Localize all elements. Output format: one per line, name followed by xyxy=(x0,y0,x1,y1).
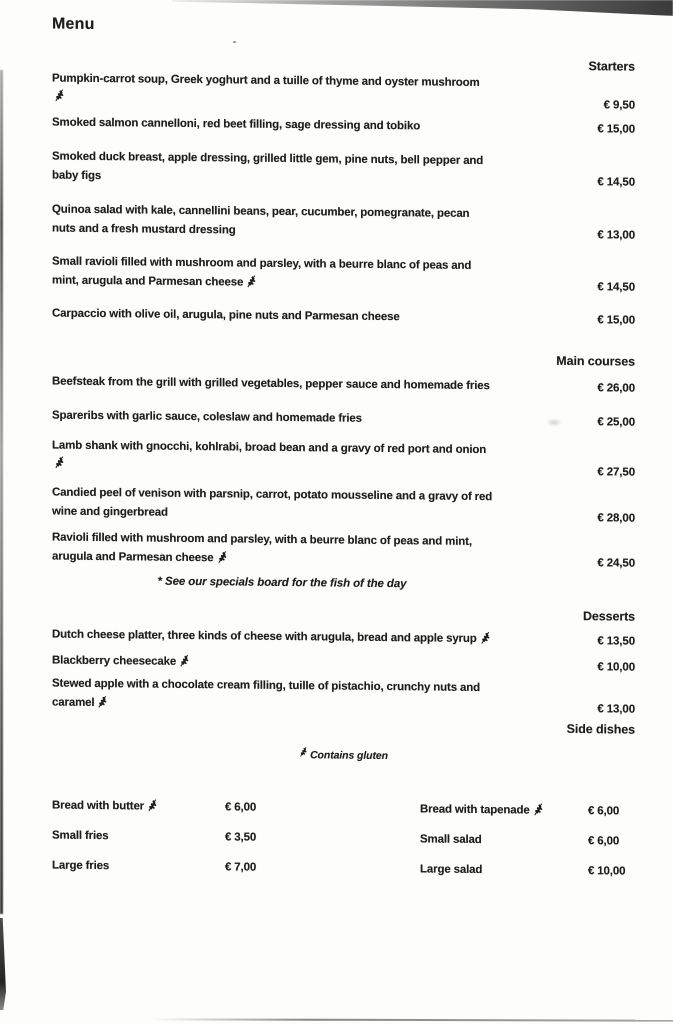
item-price: € 13,00 xyxy=(597,229,635,242)
menu-item xyxy=(52,437,635,482)
side-dish-label: Bread with tapenade xyxy=(420,800,588,821)
item-price: € 14,50 xyxy=(597,176,635,189)
item-price: € 9,50 xyxy=(603,99,635,112)
side-dish-price: € 7,00 xyxy=(225,861,257,874)
item-description xyxy=(52,437,496,481)
item-text: Blackberry cheesecake xyxy=(52,654,177,668)
item-text: Dutch cheese platter, three kinds of cheese with arugula, bread and apple syrup xyxy=(52,628,477,645)
item-price: € 25,00 xyxy=(597,416,635,429)
side-dish-label: Large fries xyxy=(52,859,110,873)
item-description xyxy=(52,529,496,572)
specials-footnote: * See our specials board for the fish of the day xyxy=(157,575,407,591)
wheat-icon xyxy=(480,631,491,644)
menu-item xyxy=(52,70,635,115)
item-price: € 28,00 xyxy=(597,512,635,525)
wheat-icon xyxy=(54,456,65,469)
item-description xyxy=(52,407,496,431)
item-text: Spareribs with garlic sauce, coleslaw and homemade fries xyxy=(52,409,362,425)
side-dishes-table xyxy=(52,797,635,882)
item-description xyxy=(52,201,496,244)
wheat-icon xyxy=(147,799,158,812)
wheat-icon xyxy=(54,89,65,102)
item-text: Beefsteak from the grill with grilled vegetables, pepper sauce and homemade fries xyxy=(52,375,490,393)
section-header-starters: Starters xyxy=(588,59,635,74)
item-description xyxy=(52,626,496,650)
item-text: Pumpkin-carrot soup, Greek yoghurt and a tuille of thyme and oyster mushroom xyxy=(52,72,480,90)
side-dish-price: € 6,00 xyxy=(588,835,620,848)
item-text: Ravioli filled with mushroom and parsley, with a beurre blanc of peas and mint, xyxy=(52,531,472,548)
scan-artifact-bottom-edge xyxy=(150,1018,673,1021)
item-text: Small ravioli filled with mushroom and parsley, with a beurre blanc of peas and xyxy=(52,255,472,272)
item-description xyxy=(52,253,496,296)
item-text: wine and gingerbread xyxy=(52,505,168,519)
side-dish-price: € 6,00 xyxy=(588,805,620,818)
side-dish-label: Small salad xyxy=(420,833,482,847)
item-description xyxy=(52,70,496,114)
menu-item xyxy=(52,529,635,573)
item-text: baby figs xyxy=(52,169,102,183)
section-header-main-courses: Main courses xyxy=(556,353,635,369)
item-description xyxy=(52,652,496,676)
item-text: Candied peel of venison with parsnip, carrot, potato mousseline and a gravy of red xyxy=(52,486,493,504)
section-header-desserts: Desserts xyxy=(582,609,635,624)
item-description xyxy=(52,305,496,329)
side-dish-label: Small fries xyxy=(52,829,109,843)
item-description xyxy=(52,484,496,527)
menu-item xyxy=(52,373,635,398)
side-dish-price: € 10,00 xyxy=(588,865,626,878)
page-title: Menu xyxy=(52,15,95,33)
side-dish-price: € 3,50 xyxy=(225,831,257,844)
item-text: Stewed apple with a chocolate cream filling, tuille of pistachio, crunchy nuts and xyxy=(52,677,480,695)
wheat-icon xyxy=(533,803,544,816)
wheat-icon xyxy=(246,275,257,288)
menu-item xyxy=(52,305,635,330)
item-text: nuts and a fresh mustard dressing xyxy=(52,222,236,237)
item-text: arugula and Parmesan cheese xyxy=(52,550,214,565)
item-price: € 13,50 xyxy=(597,635,635,648)
item-text: Quinoa salad with kale, cannellini beans, pear, cucumber, pomegranate, pecan xyxy=(52,203,470,220)
menu-item xyxy=(52,201,635,245)
item-description xyxy=(52,114,496,138)
menu-item xyxy=(52,253,635,297)
menu-item xyxy=(52,407,635,432)
item-price: € 24,50 xyxy=(597,557,635,570)
wheat-icon xyxy=(97,695,108,708)
item-text: caramel xyxy=(52,696,95,709)
item-description xyxy=(52,373,496,397)
menu-item xyxy=(52,484,635,528)
side-dish-price: € 6,00 xyxy=(225,801,257,814)
item-price: € 15,00 xyxy=(597,123,635,136)
item-description xyxy=(52,675,496,718)
wheat-icon xyxy=(217,550,228,563)
item-text: Smoked duck breast, apple dressing, grilled little gem, pine nuts, bell pepper and xyxy=(52,150,484,168)
gluten-legend-text: Contains gluten xyxy=(310,749,388,763)
menu-item xyxy=(52,652,635,677)
wheat-icon xyxy=(299,746,308,757)
item-description xyxy=(52,148,496,191)
item-price: € 15,00 xyxy=(597,314,635,327)
item-price: € 13,00 xyxy=(597,703,635,716)
side-dish-label: Bread with butter xyxy=(52,797,225,818)
wheat-icon xyxy=(179,654,190,667)
item-price: € 10,00 xyxy=(597,661,635,674)
item-text: Smoked salmon cannelloni, red beet filling, sage dressing and tobiko xyxy=(52,116,421,133)
item-price: € 27,50 xyxy=(597,466,635,479)
scan-artifact-left-corner xyxy=(0,918,6,1010)
menu-item xyxy=(52,114,635,139)
side-dish-label: Large salad xyxy=(420,863,483,877)
menu-item xyxy=(52,675,635,719)
item-text: Lamb shank with gnocchi, kohlrabi, broad bean and a gravy of red port and onion xyxy=(52,439,487,457)
menu-item xyxy=(52,626,635,651)
section-header-side-dishes: Side dishes xyxy=(566,721,635,737)
gluten-legend xyxy=(52,746,635,767)
item-price: € 14,50 xyxy=(597,281,635,294)
menu-item xyxy=(52,148,635,192)
item-text: Carpaccio with olive oil, arugula, pine nuts and Parmesan cheese xyxy=(52,307,400,324)
item-text: mint, arugula and Parmesan cheese xyxy=(52,274,244,289)
item-price: € 26,00 xyxy=(597,382,635,395)
